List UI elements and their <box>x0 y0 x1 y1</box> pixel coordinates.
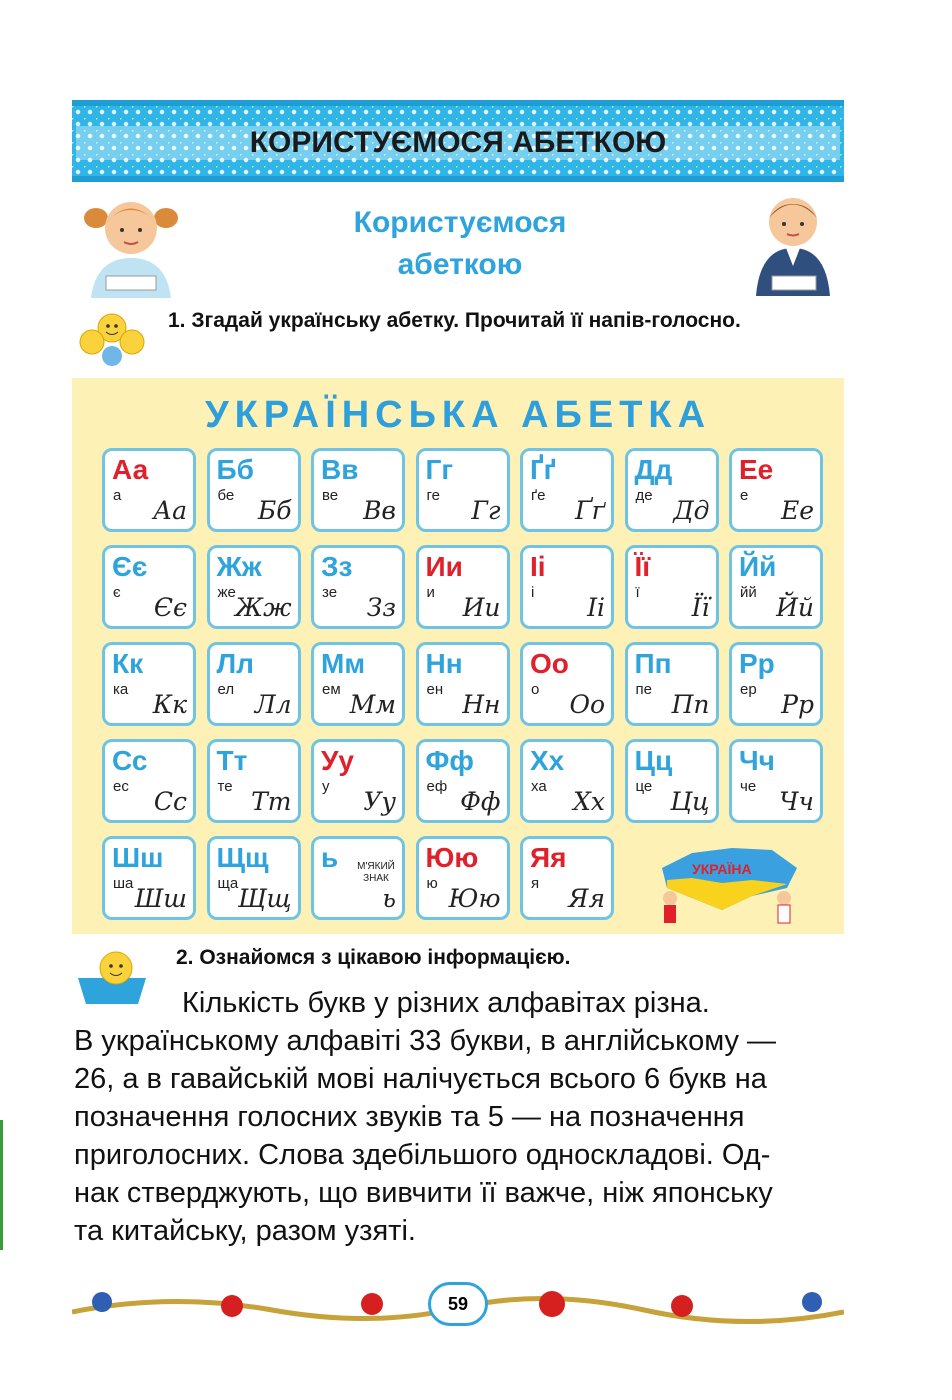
girl-illustration <box>76 188 186 298</box>
lesson-title <box>300 202 620 286</box>
letter-handwritten: Гг <box>471 496 501 525</box>
letter-name: є <box>113 584 121 601</box>
letter-card <box>207 836 301 920</box>
page-header-title: КОРИСТУЄМОСЯ АБЕТКОЮ <box>76 126 840 160</box>
letter-printed: Бб <box>216 454 254 485</box>
paragraph-line: В українському алфавіті 33 букви, в англійському — <box>74 1025 777 1057</box>
letter-printed: Уу <box>321 745 354 776</box>
letter-note: М'ЯКИЙ ЗНАК <box>357 861 395 884</box>
paragraph-line: 26, а в гавайській мові налічується всього 6 букв на <box>74 1063 767 1095</box>
letter-printed: ь <box>321 842 339 873</box>
letter-card <box>625 448 719 532</box>
letter-printed: Оо <box>530 648 569 679</box>
letter-printed: Фф <box>425 745 474 776</box>
letter-name: ша <box>113 875 134 892</box>
letter-printed: Аа <box>112 454 149 485</box>
letter-printed: Яя <box>530 842 567 873</box>
page-number: 59 <box>428 1282 488 1326</box>
letter-card <box>311 836 405 920</box>
letter-card <box>729 642 823 726</box>
letter-name: о <box>531 681 540 698</box>
letter-handwritten: Єє <box>153 593 187 622</box>
lesson-title-line1: Користуємося <box>353 206 567 239</box>
letter-name: ї <box>635 584 640 601</box>
paragraph-line: приголосних. Слова здебільшого односкладові. Од- <box>74 1139 771 1171</box>
letter-name: и <box>426 584 435 601</box>
letter-handwritten: Пп <box>671 690 710 719</box>
letter-card <box>625 642 719 726</box>
letter-card <box>207 739 301 823</box>
letter-card <box>520 545 614 629</box>
alphabet-poster <box>72 378 844 934</box>
letter-handwritten: Жж <box>234 593 292 622</box>
letter-printed: Іі <box>530 551 546 582</box>
letter-name: ґе <box>531 487 546 504</box>
task-2-title: 2. Ознайомся з цікавою інформацією. <box>176 946 571 969</box>
letter-printed: Гг <box>425 454 454 485</box>
letter-handwritten: Чч <box>779 787 814 816</box>
letter-card <box>311 739 405 823</box>
smileys-icon <box>72 306 152 368</box>
letter-card <box>416 642 510 726</box>
task-1-text: 1. Згадай українську абетку. Прочитай її напів-голосно. <box>168 309 741 332</box>
letter-handwritten: Фф <box>460 787 501 816</box>
letter-handwritten: Щщ <box>237 884 292 913</box>
lesson-title-line2: абеткою <box>397 248 523 281</box>
letter-printed: Дд <box>634 454 673 485</box>
letter-card <box>729 448 823 532</box>
letter-card <box>207 642 301 726</box>
letter-handwritten: Мм <box>349 690 396 719</box>
letter-name: ен <box>426 681 444 698</box>
ukraine-map-image <box>652 828 802 928</box>
letter-handwritten: Зз <box>366 593 396 622</box>
letter-handwritten: Нн <box>462 690 501 719</box>
letter-printed: Сс <box>112 745 148 776</box>
letter-card <box>207 545 301 629</box>
letter-card <box>416 545 510 629</box>
letter-card <box>729 739 823 823</box>
letter-printed: Рр <box>739 648 775 679</box>
edge-marker <box>0 1120 3 1250</box>
letter-name: ес <box>113 778 129 795</box>
letter-card <box>625 739 719 823</box>
letter-name: а <box>113 487 122 504</box>
letter-printed: Ее <box>739 454 774 485</box>
letter-name: ка <box>113 681 129 698</box>
letter-printed: Її <box>634 551 651 582</box>
letter-printed: Кк <box>112 648 144 679</box>
letter-card <box>416 836 510 920</box>
letter-handwritten: Хх <box>573 787 605 816</box>
letter-printed: Юю <box>425 842 479 873</box>
letter-card <box>102 739 196 823</box>
letter-name: же <box>217 584 236 601</box>
letter-name: йй <box>740 584 757 601</box>
letter-name: зе <box>322 584 338 601</box>
letter-handwritten: Ии <box>462 593 501 622</box>
letter-printed: Тт <box>216 745 248 776</box>
letter-printed: Чч <box>739 745 775 776</box>
letter-handwritten: Рр <box>781 690 814 719</box>
letter-name: це <box>635 778 653 795</box>
letter-printed: Мм <box>321 648 366 679</box>
letter-name: че <box>740 778 757 795</box>
letter-printed: Йй <box>739 551 777 582</box>
letter-name: де <box>635 487 653 504</box>
letter-card <box>311 448 405 532</box>
letter-handwritten: Оо <box>569 690 605 719</box>
letter-printed: Пп <box>634 648 672 679</box>
letter-handwritten: Лл <box>254 690 292 719</box>
letter-name: е <box>740 487 749 504</box>
letter-name: я <box>531 875 540 892</box>
letter-card <box>102 545 196 629</box>
letter-printed: Ии <box>425 551 463 582</box>
letter-printed: Ґґ <box>530 454 557 485</box>
letter-handwritten: Уу <box>363 787 396 816</box>
letter-printed: Вв <box>321 454 359 485</box>
letter-name: ха <box>531 778 547 795</box>
letter-card <box>207 448 301 532</box>
letter-handwritten: Аа <box>153 496 187 525</box>
letter-card <box>102 642 196 726</box>
letter-handwritten: Ґґ <box>574 496 605 525</box>
letter-card <box>416 448 510 532</box>
info-paragraph <box>74 984 844 1250</box>
letter-printed: Шш <box>112 842 164 873</box>
letter-card <box>102 836 196 920</box>
letter-name: еф <box>426 778 448 795</box>
letter-handwritten: Бб <box>257 496 292 525</box>
letter-name: ю <box>426 875 438 892</box>
letter-handwritten: Яя <box>568 884 605 913</box>
letter-printed: Щщ <box>216 842 269 873</box>
letter-printed: Зз <box>321 551 353 582</box>
letter-name: пе <box>635 681 652 698</box>
letter-name: ща <box>217 875 239 892</box>
letter-handwritten: Вв <box>363 496 396 525</box>
letter-name: ге <box>426 487 440 504</box>
letter-printed: Жж <box>216 551 262 582</box>
letter-name: і <box>531 584 535 601</box>
letter-handwritten: Її <box>691 593 710 622</box>
letter-name: бе <box>217 487 235 504</box>
letter-card <box>520 642 614 726</box>
letter-card <box>520 739 614 823</box>
letter-card <box>416 739 510 823</box>
letter-name: ел <box>217 681 235 698</box>
letter-card <box>311 642 405 726</box>
letter-handwritten: Юю <box>448 884 501 913</box>
paragraph-line: Кількість букв у різних алфавітах різна. <box>182 987 710 1019</box>
letter-handwritten: Цц <box>670 787 710 816</box>
letter-handwritten: Дд <box>673 496 710 525</box>
letter-printed: Цц <box>634 745 673 776</box>
letter-name: те <box>217 778 233 795</box>
header-band <box>72 100 844 182</box>
letter-card <box>520 836 614 920</box>
letter-name: ве <box>322 487 339 504</box>
letter-card <box>625 545 719 629</box>
letter-handwritten: Шш <box>134 884 187 913</box>
letter-card <box>729 545 823 629</box>
letter-name: ем <box>322 681 341 698</box>
letter-card <box>311 545 405 629</box>
poster-title: УКРАЇНСЬКА АБЕТКА <box>204 394 712 436</box>
paragraph-line: нак стверджують, що вивчити її важче, ніж японську <box>74 1177 773 1209</box>
letter-handwritten: Тт <box>251 787 292 816</box>
letter-card <box>520 448 614 532</box>
letter-card <box>102 448 196 532</box>
letter-printed: Хх <box>530 745 565 776</box>
letter-name: у <box>322 778 330 795</box>
letter-handwritten: Йй <box>776 593 814 622</box>
letter-handwritten: ь <box>382 884 396 913</box>
map-label: УКРАЇНА <box>692 861 752 877</box>
letter-handwritten: Сс <box>153 787 187 816</box>
letter-handwritten: Кк <box>152 690 187 719</box>
paragraph-line: та китайську, разом узяті. <box>74 1215 416 1247</box>
letter-printed: Лл <box>216 648 254 679</box>
boy-illustration <box>738 186 848 296</box>
letter-handwritten: Ее <box>780 496 814 525</box>
paragraph-line: позначення голосних звуків та 5 — на позначення <box>74 1101 745 1133</box>
letter-printed: Нн <box>425 648 463 679</box>
letter-name: ер <box>740 681 757 698</box>
letter-printed: Єє <box>112 551 148 582</box>
letter-handwritten: Іі <box>587 593 605 622</box>
